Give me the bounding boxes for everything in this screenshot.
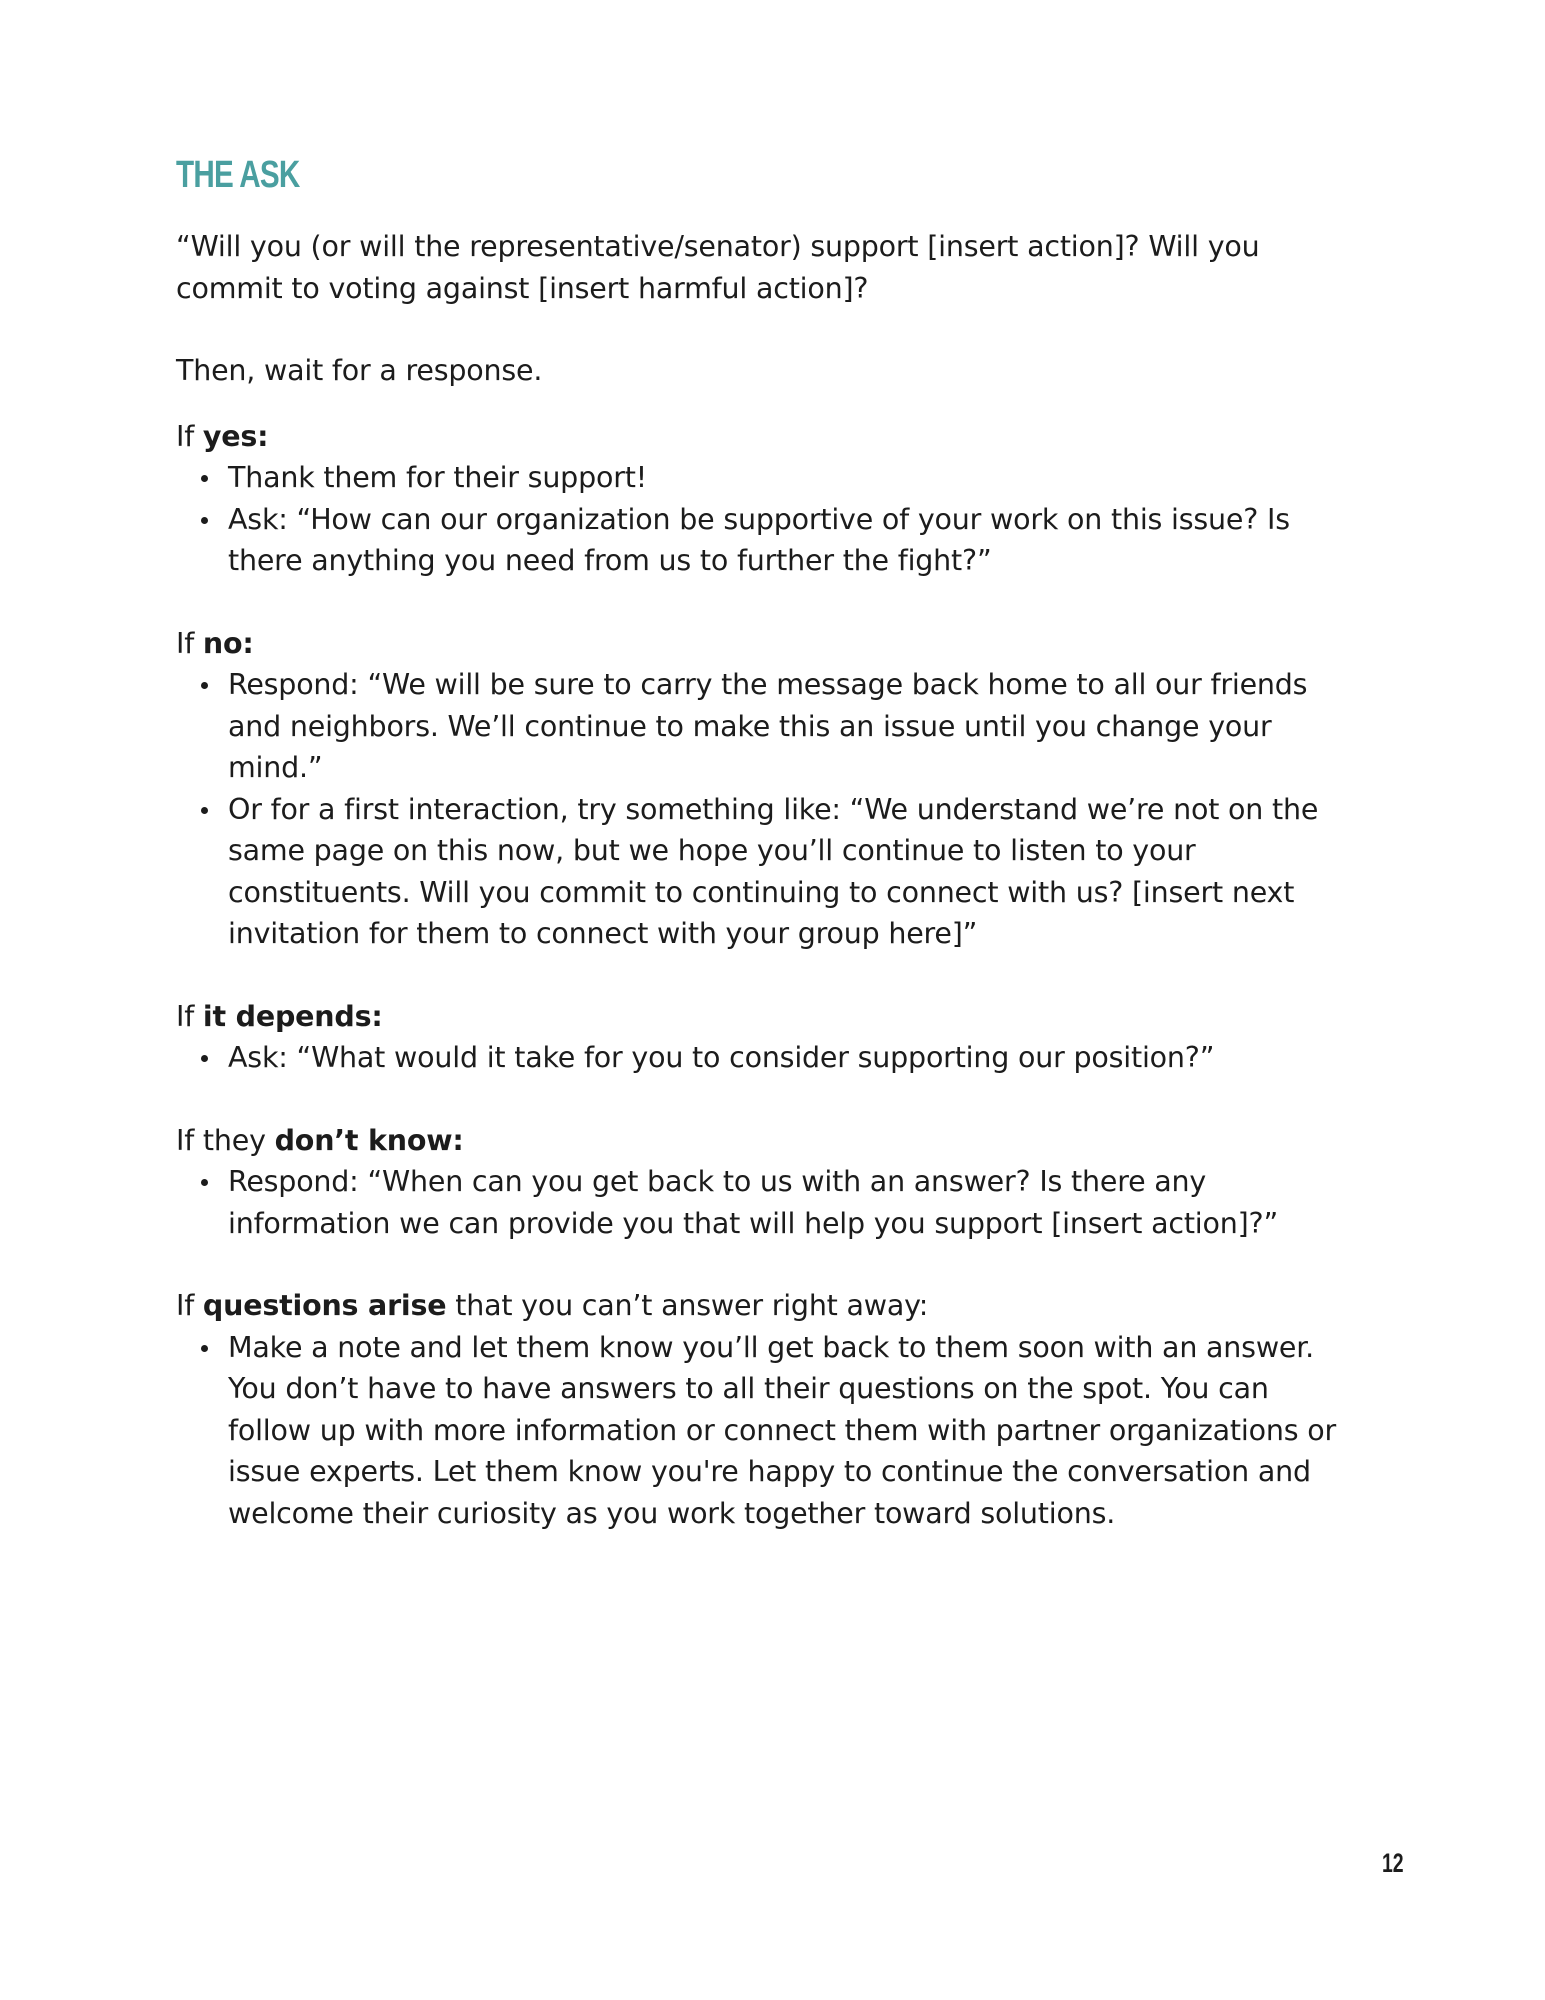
bullet-item: Respond: “When can you get back to us with an answer? Is there any information we can provide you that will help you support [insert action]?”: [228, 1161, 1356, 1244]
condition-keyword: don’t know:: [274, 1123, 464, 1157]
bullet-item: Or for a first interaction, try something like: “We understand we’re not on the same page on this now, but we hope you’ll continue to listen to your constituents. Will you commit to continuing to connect with us? [insert next invitation for them to connect with your group here]”: [228, 789, 1356, 955]
bullet-item: Ask: “How can our organization be supportive of your work on this issue? Is there anything you need from us to further the fight?”: [228, 499, 1356, 582]
condition-prefix: If: [176, 419, 203, 453]
bullet-item: Make a note and let them know you’ll get back to them soon with an answer. You don’t have to have answers to all their questions on the spot. You can follow up with more information or connect them with partner organizations or issue experts. Let them know you're happy to continue the conversation and welcome their curiosity as you work together toward solutions.: [228, 1327, 1356, 1535]
condition-line: [176, 416, 1356, 458]
condition-keyword: no:: [202, 626, 254, 660]
response-section-yes: [176, 416, 1356, 582]
bullet-item: Respond: “We will be sure to carry the message back home to all our friends and neighbors. We’ll continue to make this an issue until you change your mind.”: [228, 664, 1356, 789]
document-body: [176, 150, 1356, 1534]
condition-keyword: yes:: [202, 419, 269, 453]
bullet-item: Ask: “What would it take for you to consider supporting our position?”: [228, 1037, 1356, 1079]
response-section-no: [176, 623, 1356, 955]
condition-prefix: If: [176, 1289, 203, 1322]
condition-keyword: questions arise: [202, 1289, 447, 1322]
response-section-questions-arise: [176, 1285, 1356, 1534]
bullet-list: [176, 1327, 1356, 1535]
condition-keyword: it depends:: [202, 999, 383, 1033]
page-number: 12: [1382, 1848, 1404, 1878]
response-section-dont-know: [176, 1120, 1356, 1245]
condition-line: [176, 996, 1356, 1038]
wait-paragraph: Then, wait for a response.: [176, 354, 543, 387]
condition-line: [176, 1120, 1356, 1162]
condition-prefix: If: [176, 999, 203, 1033]
bullet-list: [176, 1037, 1356, 1079]
bullet-item: Thank them for their support!: [228, 457, 1356, 499]
bullet-list: [176, 664, 1356, 955]
response-section-it-depends: [176, 996, 1356, 1079]
condition-suffix: that you can’t answer right away:: [446, 1289, 929, 1322]
bullet-list: [176, 457, 1356, 582]
bullet-list: [176, 1161, 1356, 1244]
ask-paragraph: “Will you (or will the representative/senator) support [insert action]? Will you commit to voting against [insert harmful action]?: [176, 230, 1260, 305]
condition-prefix: If they: [176, 1123, 275, 1157]
condition-prefix: If: [176, 626, 203, 660]
condition-line: [176, 1285, 1356, 1327]
section-heading: THE ASK: [176, 154, 300, 196]
condition-line: [176, 623, 1356, 665]
